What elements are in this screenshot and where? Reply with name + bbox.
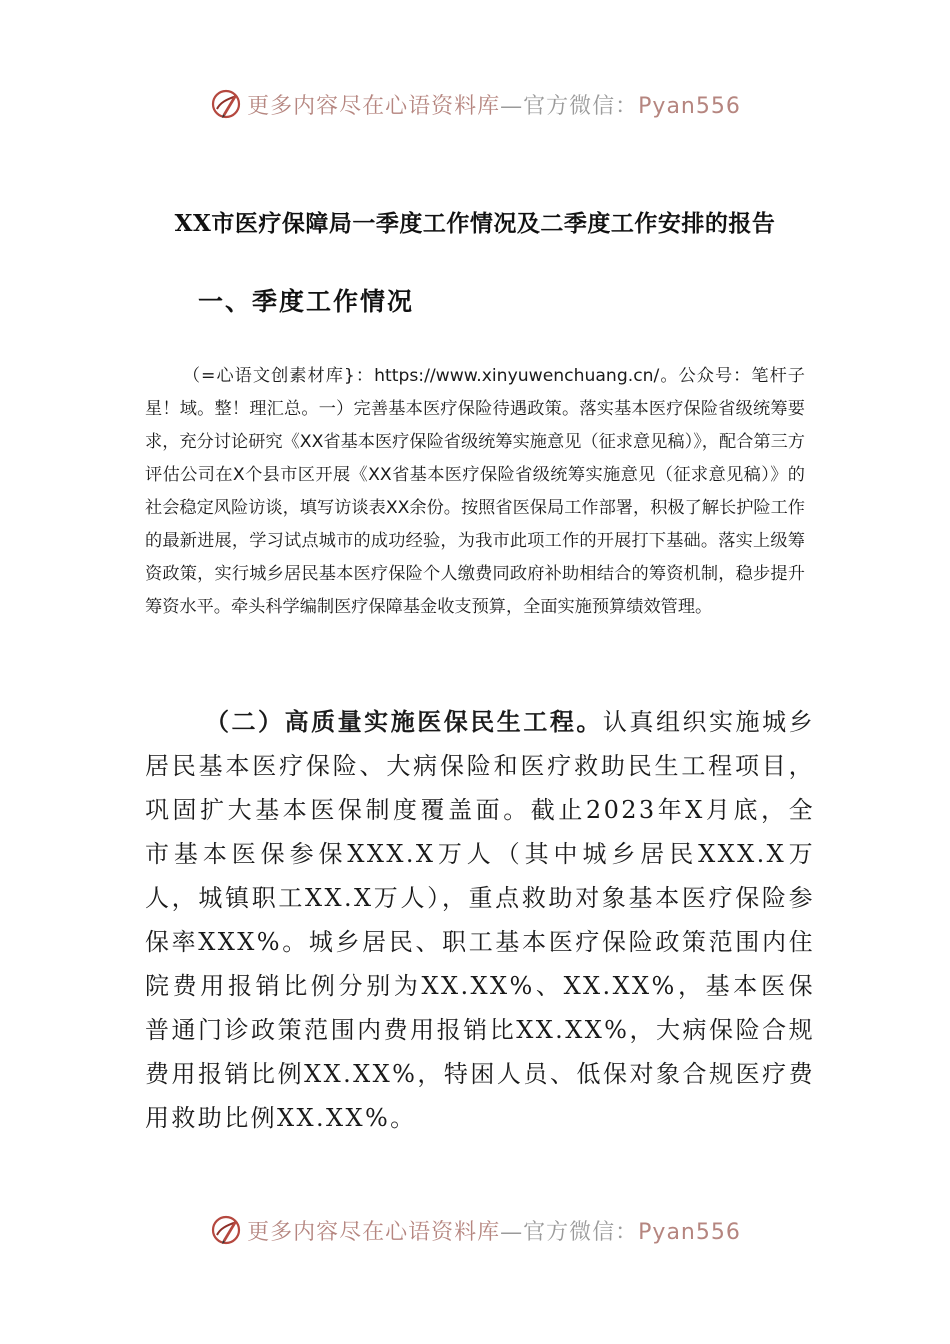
header-wechat-label: 官方微信：: [523, 93, 639, 119]
footer-wechat-id: Pyan556: [638, 1219, 741, 1245]
paragraph-2: [145, 700, 815, 1140]
paragraph-2-body: 认真组织实施城乡居民基本医疗保险、大病保险和医疗救助民生工程项目，巩固扩大基本医保制度覆盖面。截止2023年X月底，全市基本医保参保XXX.X万人（其中城乡居民XXX.X万人，城镇职工XX.X万人），重点救助对象基本医疗保险参保率XXX%。城乡居民、职工基本医疗保险政策范围内住院费用报销比例分别为XX.XX%、XX.XX%，基本医保普通门诊政策范围内费用报销比XX.XX%，大病保险合规费用报销比例XX.XX%，特困人员、低保对象合规医疗费用救助比例XX.XX%。: [145, 708, 815, 1132]
paragraph-2-lead: （二）高质量实施医保民生工程。: [205, 707, 603, 736]
pen-swirl-logo-icon: [209, 1213, 243, 1247]
section-heading: 一、季度工作情况: [198, 287, 415, 316]
header-banner-slogan: 更多内容尽在心语资料库: [247, 93, 501, 119]
header-wechat-id: Pyan556: [638, 93, 741, 119]
header-banner-separator: —: [500, 93, 524, 119]
header-banner-text: [247, 89, 741, 120]
footer-banner: [0, 1208, 950, 1252]
paragraph-1: （=心语文创素材库}：https://www.xinyuwenchuang.cn/。公众号：笔杆子星！域。整！理汇总。一）完善基本医疗保险待遇政策。落实基本医疗保险省级统筹要求，充分讨论研究《XX省基本医疗保险省级统筹实施意见（征求意见稿）》，配合第三方评估公司在X个县市区开展《XX省基本医疗保险省级统筹实施意见（征求意见稿）》的社会稳定风险访谈，填写访谈表XX余份。按照省医保局工作部署，积极了解长护险工作的最新进展，学习试点城市的成功经验，为我市此项工作的开展打下基础。落实上级筹资政策，实行城乡居民基本医疗保险个人缴费同政府补助相结合的筹资机制，稳步提升筹资水平。牵头科学编制医疗保障基金收支预算，全面实施预算绩效管理。: [145, 366, 805, 617]
footer-banner-separator: —: [500, 1219, 524, 1245]
pen-swirl-logo-icon: [209, 87, 243, 121]
document-title: XX市医疗保障局一季度工作情况及二季度工作安排的报告: [174, 210, 776, 237]
header-banner: [0, 82, 950, 126]
footer-banner-text: [247, 1215, 741, 1246]
footer-wechat-label: 官方微信：: [523, 1219, 639, 1245]
footer-banner-slogan: 更多内容尽在心语资料库: [247, 1219, 501, 1245]
